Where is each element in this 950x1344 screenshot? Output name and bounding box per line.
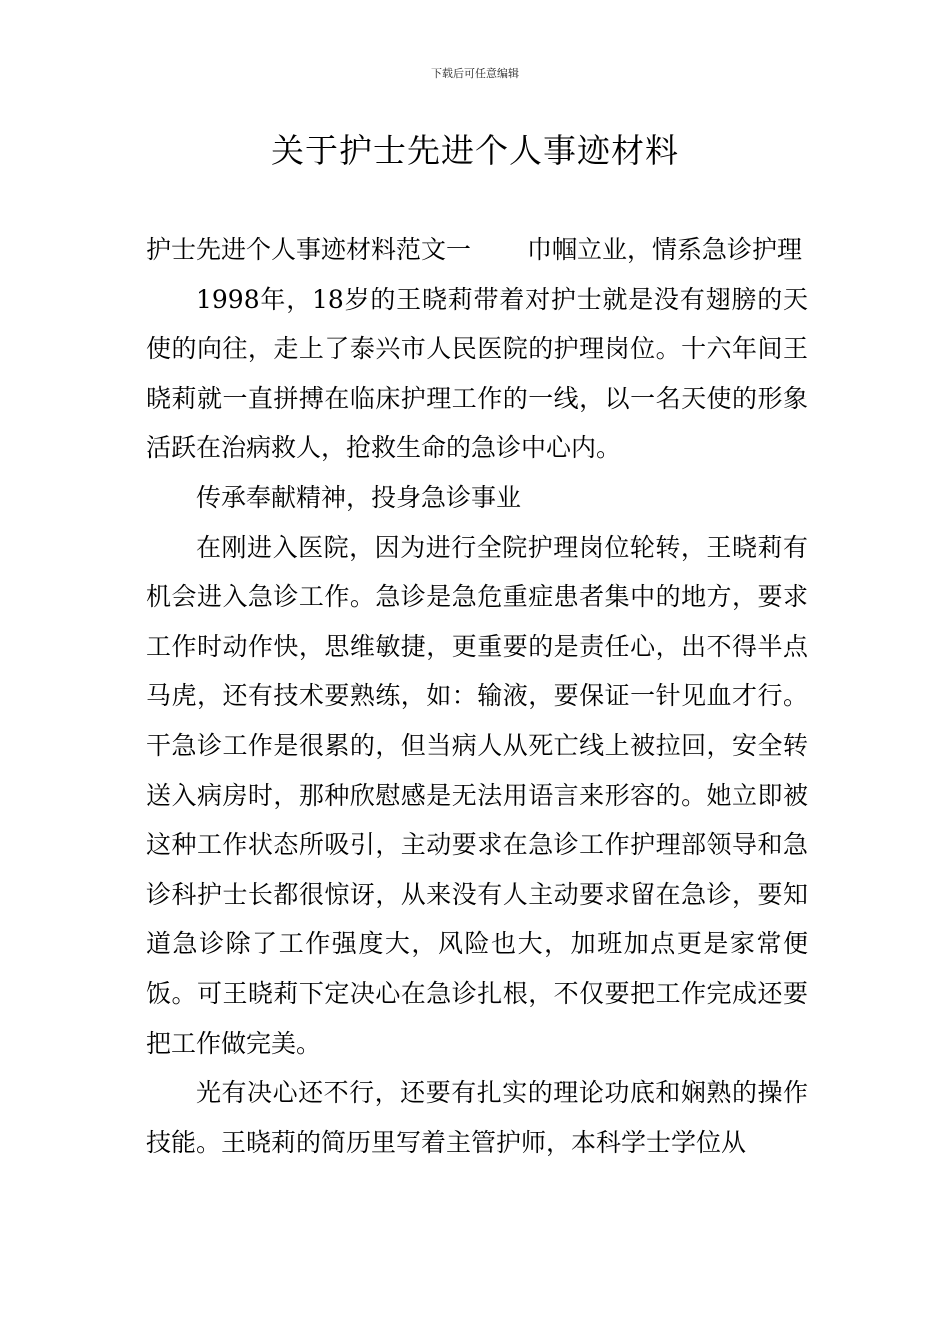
paragraph-3: 光有决心还不行，还要有扎实的理论功底和娴熟的操作技能。王晓莉的简历里写着主管护师，本科学士学位从 — [146, 1078, 808, 1157]
paragraph-2: 在刚进入医院，因为进行全院护理岗位轮转，王晓莉有机会进入急诊工作。急诊是急危重症患者集中的地方，要求工作时动作快，思维敏捷，更重要的是责任心，出不得半点马虎，还有技术要熟练，如：输液，要保证一针见血才行。干急诊工作是很累的，但当病人从死亡线上被拉回，安全转送入病房时，那种欣慰感是无法用语言来形容的。她立即被这种工作状态所吸引，主动要求在急诊工作护理部领导和急诊科护士长都很惊讶，从来没有人主动要求留在急诊，要知道急诊除了工作强度大，风险也大，加班加点更是家常便饭。可王晓莉下定决心在急诊扎根，不仅要把工作完成还要把工作做完美。 — [146, 532, 808, 1058]
subtitle-line — [146, 225, 808, 275]
document-body — [146, 225, 808, 1167]
document-title: 关于护士先进个人事迹材料 — [271, 131, 679, 170]
paragraph-1: 1998年，18岁的王晓莉带着对护士就是没有翅膀的天使的向往，走上了泰兴市人民医院的护理岗位。十六年间王晓莉就一直拼搏在临床护理工作的一线，以一名天使的形象活跃在治病救人，抢救生命的急诊中心内。 — [146, 284, 808, 463]
section-heading: 传承奉献精神，投身急诊事业 — [196, 482, 522, 512]
header-note: 下载后可任意编辑 — [431, 67, 519, 80]
subtitle-part-1: 护士先进个人事迹材料范文一 — [146, 235, 472, 264]
subtitle-part-2: 巾帼立业，情系急诊护理 — [527, 235, 803, 264]
